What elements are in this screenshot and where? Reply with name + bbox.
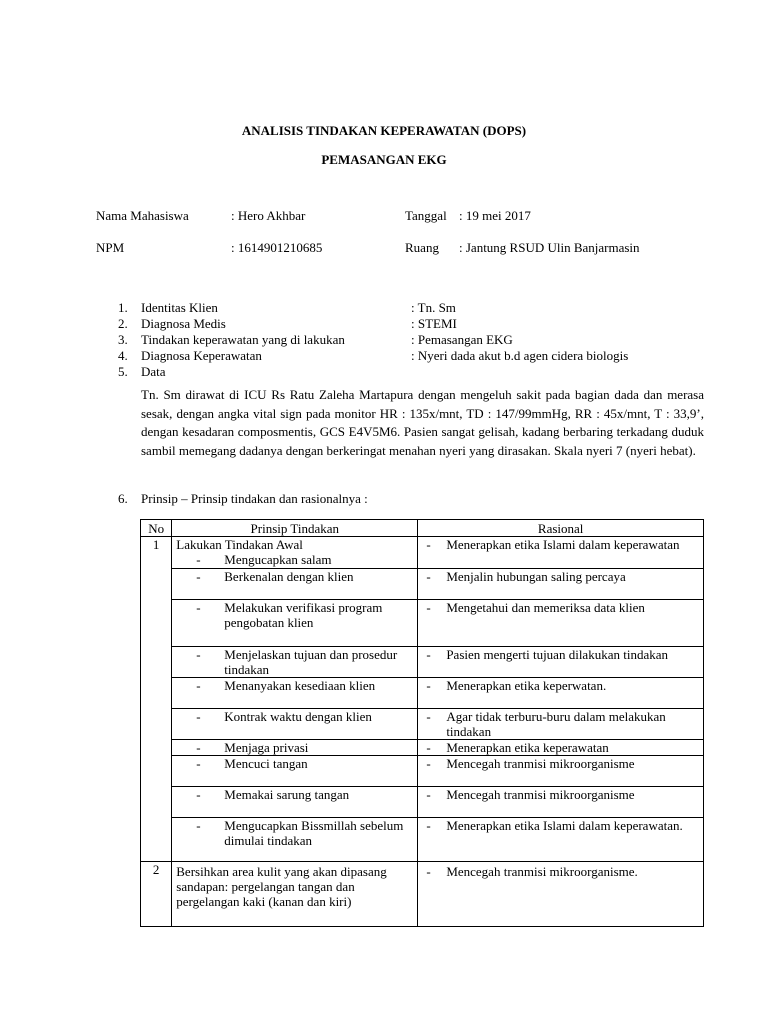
table-cell [172,537,418,569]
rasional-text: - Menerapkan etika Islami dalam keperawatan [422,537,699,552]
prinsip-label: Prinsip – Prinsip tindakan dan rasionalnya : [141,491,368,506]
ruang-value: : Jantung RSUD Ulin Banjarmasin [459,240,640,255]
table-cell [172,569,418,600]
tindakan-text: - Kontrak waktu dengan klien [176,709,413,724]
list-label: Diagnosa Medis [141,316,226,331]
list-value: : Tn. Sm [411,300,456,315]
tindakan-text: - Menjelaskan tujuan dan prosedur tindakan [176,647,413,677]
tindakan-text: - Memakai sarung tangan [176,787,413,802]
list-number: 2. [118,316,128,331]
table-cell [418,537,704,569]
table-cell [418,600,704,647]
tindakan-text: - Mengucapkan salam [176,552,413,567]
rasional-text: - Pasien mengerti tujuan dilakukan tindakan [422,647,699,662]
document-subtitle: PEMASANGAN EKG [321,152,447,167]
npm-value: : 1614901210685 [231,240,323,255]
tindakan-text: - Berkenalan dengan klien [176,569,413,584]
rasional-text: - Menerapkan etika keperwatan. [422,678,699,693]
table-cell [418,647,704,678]
rasional-text: - Mencegah tranmisi mikroorganisme [422,787,699,802]
table-row [141,600,704,647]
tindakan-text: - Mencuci tangan [176,756,413,771]
rasional-text: - Mengetahui dan memeriksa data klien [422,600,699,615]
table-cell [418,678,704,709]
tanggal-label: Tanggal [405,208,447,223]
list-item [118,332,708,348]
table-cell [418,862,704,927]
table-header-row [141,520,704,537]
table-cell [172,740,418,756]
table-row [141,709,704,740]
table-cell [418,709,704,740]
identitas-list [118,300,708,380]
table-cell [172,756,418,787]
table-cell [418,569,704,600]
list-item [118,364,708,380]
list-number: 4. [118,348,128,363]
table-row [141,787,704,818]
document-title: ANALISIS TINDAKAN KEPERAWATAN (DOPS) [241,123,527,138]
row-number: 1 [141,537,172,862]
nama-label: Nama Mahasiswa [96,208,189,223]
prinsip-table [140,519,704,927]
ruang-label: Ruang [405,240,439,255]
list-label: Tindakan keperawatan yang di lakukan [141,332,345,347]
table-cell [418,756,704,787]
list-label: Identitas Klien [141,300,218,315]
table-row [141,678,704,709]
rasional-text: - Mencegah tranmisi mikroorganisme. [422,864,699,879]
table-cell [172,862,418,927]
table-row [141,647,704,678]
row-number: 2 [141,862,172,927]
rasional-text: - Menjalin hubungan saling percaya [422,569,699,584]
list-item [118,316,708,332]
tindakan-text: Bersihkan area kulit yang akan dipasang sandapan: pergelangan tangan dan pergelangan kaki (kanan dan kiri) [176,864,387,909]
tindakan-text: - Menjaga privasi [176,740,413,755]
list-value: : Nyeri dada akut b.d agen cidera biologis [411,348,629,363]
column-header-rasional: Rasional [418,520,704,537]
list-value: : STEMI [411,316,457,331]
table-cell [172,600,418,647]
table-row [141,862,704,927]
list-number: 3. [118,332,128,347]
table-cell [172,647,418,678]
list-number: 5. [118,364,128,379]
column-header-no: No [141,520,172,537]
table-row [141,756,704,787]
table-cell [172,709,418,740]
table-cell [418,787,704,818]
list-item [118,348,708,364]
table-cell [172,818,418,862]
list-label: Data [141,364,166,379]
rasional-text: - Agar tidak terburu-buru dalam melakukan tindakan [422,709,699,739]
table-cell [172,787,418,818]
table-row [141,569,704,600]
nama-value: : Hero Akhbar [231,208,306,223]
table-row [141,537,704,569]
list-number: 1. [118,300,128,315]
table-cell [172,678,418,709]
table-row [141,818,704,862]
tindakan-text: - Mengucapkan Bissmillah sebelum dimulai tindakan [176,818,413,848]
data-paragraph: Tn. Sm dirawat di ICU Rs Ratu Zaleha Martapura dengan mengeluh sakit pada bagian dada dan merasa sesak, dengan angka vital sign pada monitor HR : 135x/mnt, TD : 147/99mmHg, RR : 45x/mnt, T : 33,9’, dengan kesadaran composmentis, GCS E4V5M6. Pasien sangat gelisah, kadang berbaring terkadang duduk sambil memegang dadanya dengan berkeringat menahan nyeri yang dirasakan. Skala nyeri 7 (nyeri hebat). [141,387,704,458]
list-item [118,300,708,316]
rasional-text: - Menerapkan etika keperawatan [422,740,699,755]
prinsip-number: 6. [118,491,128,506]
table-cell [418,740,704,756]
tanggal-value: : 19 mei 2017 [459,208,531,223]
table-cell [418,818,704,862]
tindakan-text: - Melakukan verifikasi program pengobatan klien [176,600,413,630]
column-header-prinsip: Prinsip Tindakan [172,520,418,537]
npm-label: NPM [96,240,125,255]
rasional-text: - Mencegah tranmisi mikroorganisme [422,756,699,771]
tindakan-text: - Menanyakan kesediaan klien [176,678,413,693]
group-heading: Lakukan Tindakan Awal [176,537,303,552]
list-value: : Pemasangan EKG [411,332,513,347]
table-row [141,740,704,756]
rasional-text: - Menerapkan etika Islami dalam keperawatan. [422,818,699,833]
list-label: Diagnosa Keperawatan [141,348,262,363]
